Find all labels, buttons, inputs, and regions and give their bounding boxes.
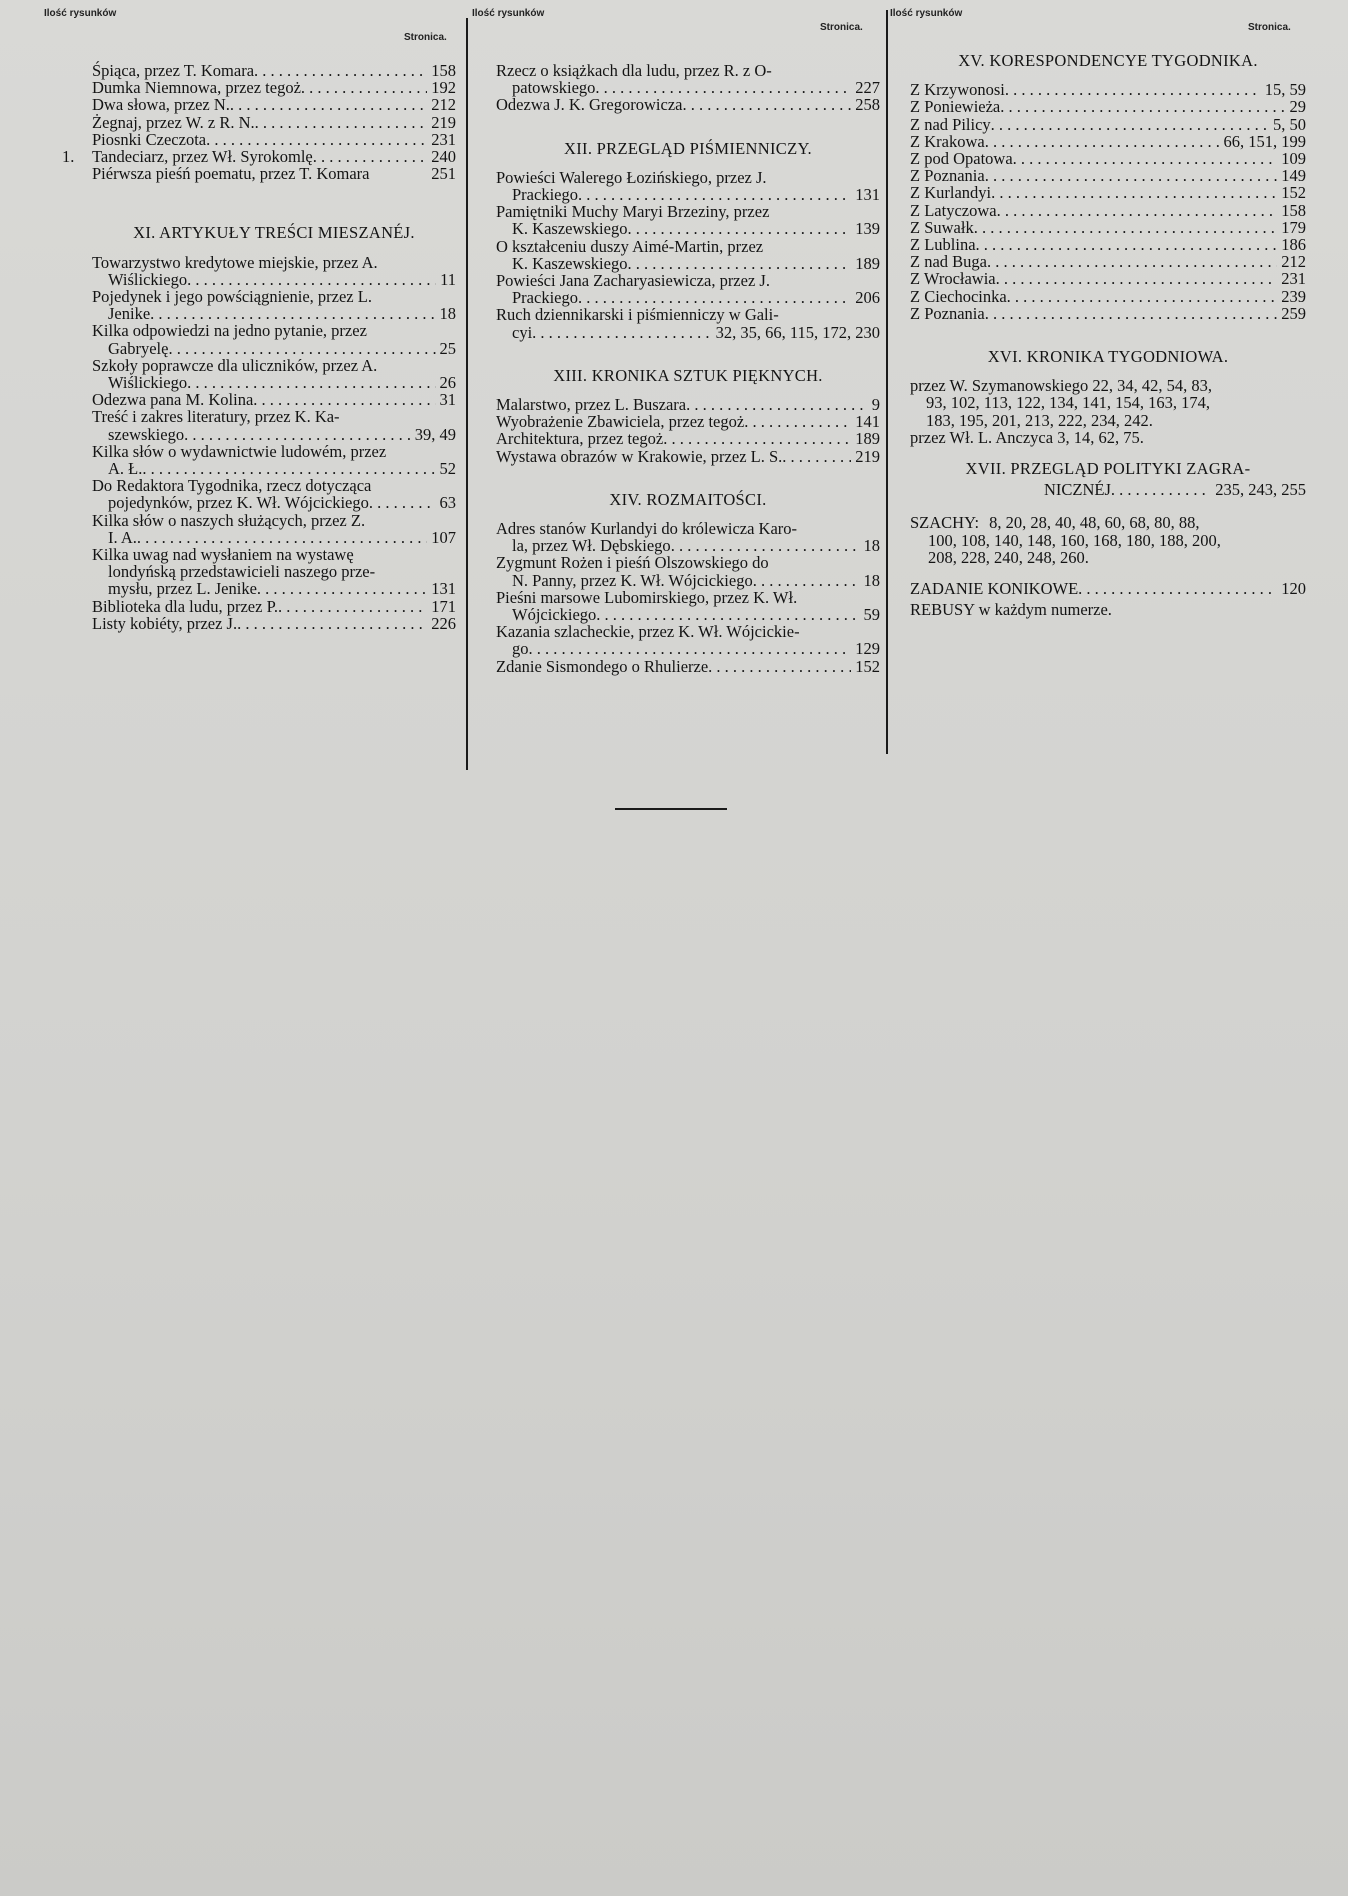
- toc-entry: Kilka słów o wydawnictwie ludowém, przez A. Ł. . . . 52: [92, 443, 456, 477]
- column-divider: [886, 10, 888, 754]
- toc-entry: Z Wrocławia . . . 231: [910, 270, 1306, 287]
- toc-entry: Szkoły poprawcze dla uliczników, przez A. Wiślickiego . . . 26: [92, 357, 456, 391]
- toc-entry: Kazania szlacheckie, przez K. Wł. Wójcickie- go . . . 129: [496, 623, 880, 657]
- section-heading: XI. ARTYKUŁY TREŚCI MIESZANÉJ.: [133, 223, 415, 243]
- count-column-header-2: Ilość rysunków: [472, 8, 545, 19]
- toc-entry: ZADANIE KONIKOWE . . . 120: [910, 580, 1306, 597]
- toc-entry: Adres stanów Kurlandyi do królewicza Karo- la, przez Wł. Dębskiego . . . 18: [496, 520, 880, 554]
- section-heading: XV. KORESPONDENCYE TYGODNIKA.: [958, 51, 1258, 70]
- weekly-chronicle-entry: przez W. Szymanowskiego 22, 34, 42, 54, 83, 93, 102, 113, 122, 134, 141, 154, 163, 174, 183, 195, 201, 213, 222, 234, 242. przez Wł. L. Anczyca 3, 14, 62, 75.: [910, 376, 1213, 447]
- toc-entry: Pojedynek i jego powściągnienie, przez L. Jenike . . . 18: [92, 288, 456, 322]
- page-column-header: Stronica.: [404, 32, 447, 43]
- toc-entry: Dumka Niemnowa, przez tegoż . . . 192: [92, 79, 456, 96]
- toc-entry: Zygmunt Rożen i pieśń Olszowskiego do N. Panny, przez K. Wł. Wójcickiego . . . 18: [496, 554, 880, 588]
- toc-entry: Z Krakowa . . . 66, 151, 199: [910, 133, 1306, 150]
- count-column-header-3: Ilość rysunków: [890, 8, 963, 19]
- toc-entry: Z Poznania . . . 259: [910, 305, 1306, 322]
- toc-entry: Piosnki Czeczota . . . 231: [92, 131, 456, 148]
- toc-entry: Pieśni marsowe Lubomirskiego, przez K. Wł. Wójcickiego . . . 59: [496, 589, 880, 623]
- column-divider: [466, 18, 468, 770]
- toc-entry: Żegnaj, przez W. z R. N. . . . 219: [92, 114, 456, 131]
- toc-entry: Wyobrażenie Zbawiciela, przez tegoż . . . 141: [496, 413, 880, 430]
- toc-entry: Powieści Jana Zacharyasiewicza, przez J. Prackiego . . . 206: [496, 272, 880, 306]
- count-column-header: Ilość rysunków: [44, 8, 117, 19]
- toc-entry: Towarzystwo kredytowe miejskie, przez A. Wiślickiego . . . 11: [92, 254, 456, 288]
- toc-entry: Kilka odpowiedzi na jedno pytanie, przez Gabryelę . . . 25: [92, 322, 456, 356]
- section-heading: XIV. ROZMAITOŚCI.: [609, 489, 767, 509]
- toc-entry: Kilka uwag nad wysłaniem na wystawę londyńską przedstawicieli naszego prze- mysłu, przez L. Jenike . . . 131: [92, 546, 456, 598]
- toc-entry: Do Redaktora Tygodnika, rzecz dotycząca pojedynków, przez K. Wł. Wójcickiego . . . 63: [92, 477, 456, 511]
- illustration-count: 1.: [62, 147, 75, 167]
- toc-entry: Z Krzywonosi . . . 15, 59: [910, 81, 1306, 98]
- toc-entry: REBUSY w każdym numerze.: [910, 600, 1112, 620]
- toc-entry: Piérwsza pieśń poematu, przez T. Komara 251: [92, 164, 456, 184]
- toc-entry: Z Suwałk . . . 179: [910, 219, 1306, 236]
- toc-entry: Wystawa obrazów w Krakowie, przez L. S. . . . 219: [496, 448, 880, 465]
- toc-entry: 1. Tandeciarz, przez Wł. Syrokomlę . . . 240: [92, 148, 456, 165]
- toc-entry: Z Poniewieża . . . 29: [910, 98, 1306, 115]
- toc-entry: Powieści Walerego Łozińskiego, przez J. Prackiego . . . 131: [496, 169, 880, 203]
- toc-column-middle: [496, 62, 880, 675]
- toc-entry: Zdanie Sismondego o Rhulierze . . . 152: [496, 658, 880, 675]
- toc-entry: Z Lublina . . . 186: [910, 236, 1306, 253]
- toc-entry: Treść i zakres literatury, przez K. Ka- szewskiego . . . 39, 49: [92, 408, 456, 442]
- toc-entry: Listy kobiéty, przez J. . . . 226: [92, 615, 456, 632]
- toc-entry: Kilka słów o naszych służących, przez Z. I. A. . . . 107: [92, 512, 456, 546]
- toc-entry: Architektura, przez tegoż . . . 189: [496, 430, 880, 447]
- toc-entry: O kształceniu duszy Aimé-Martin, przez K. Kaszewskiego . . . 189: [496, 238, 880, 272]
- toc-column-right: [910, 52, 1306, 618]
- toc-entry: Z nad Buga . . . 212: [910, 253, 1306, 270]
- toc-entry: Śpiąca, przez T. Komara . . . 158: [92, 62, 456, 79]
- section-heading: XIII. KRONIKA SZTUK PIĘKNYCH.: [553, 365, 823, 385]
- toc-entry: NICZNÉJ . . . 235, 243, 255: [910, 481, 1306, 498]
- page-column-header-2: Stronica.: [820, 22, 863, 33]
- toc-entry: Odezwa J. K. Gregorowicza . . . 258: [496, 96, 880, 113]
- toc-entry: Z Latyczowa . . . 158: [910, 202, 1306, 219]
- section-heading: XII. PRZEGLĄD PIŚMIENNICZY.: [564, 138, 812, 158]
- section-heading: XVI. KRONIKA TYGODNIOWA.: [987, 347, 1229, 367]
- end-rule: [615, 808, 727, 810]
- toc-entry: Malarstwo, przez L. Buszara . . . 9: [496, 396, 880, 413]
- page-column-header-3: Stronica.: [1248, 22, 1291, 33]
- toc-entry: Z pod Opatowa . . . 109: [910, 150, 1306, 167]
- toc-entry: Dwa słowa, przez N. . . . 212: [92, 96, 456, 113]
- toc-entry: Ruch dziennikarski i piśmienniczy w Gali- cyi . . . 32, 35, 66, 115, 172, 230: [496, 306, 880, 340]
- toc-entry: Z Poznania . . . 149: [910, 167, 1306, 184]
- chess-entry: SZACHY: 8, 20, 28, 40, 48, 60, 68, 80, 88, 100, 108, 140, 148, 160, 168, 180, 188, 200, 208, 228, 240, 248, 260.: [910, 513, 1221, 567]
- toc-entry: Z Ciechocinka . . . 239: [910, 288, 1306, 305]
- toc-entry: Rzecz o książkach dla ludu, przez R. z O- patowskiego . . . 227: [496, 62, 880, 96]
- toc-entry: Z nad Pilicy . . . 5, 50: [910, 116, 1306, 133]
- toc-entry: Pamiętniki Muchy Maryi Brzeziny, przez K. Kaszewskiego . . . 139: [496, 203, 880, 237]
- section-heading: XVII. PRZEGLĄD POLITYKI ZAGRA-: [965, 459, 1251, 479]
- toc-entry: Z Kurlandyi . . . 152: [910, 184, 1306, 201]
- toc-entry: Biblioteka dla ludu, przez P. . . . 171: [92, 598, 456, 615]
- toc-column-left: [62, 61, 456, 633]
- toc-entry: Odezwa pana M. Kolina . . . 31: [92, 391, 456, 408]
